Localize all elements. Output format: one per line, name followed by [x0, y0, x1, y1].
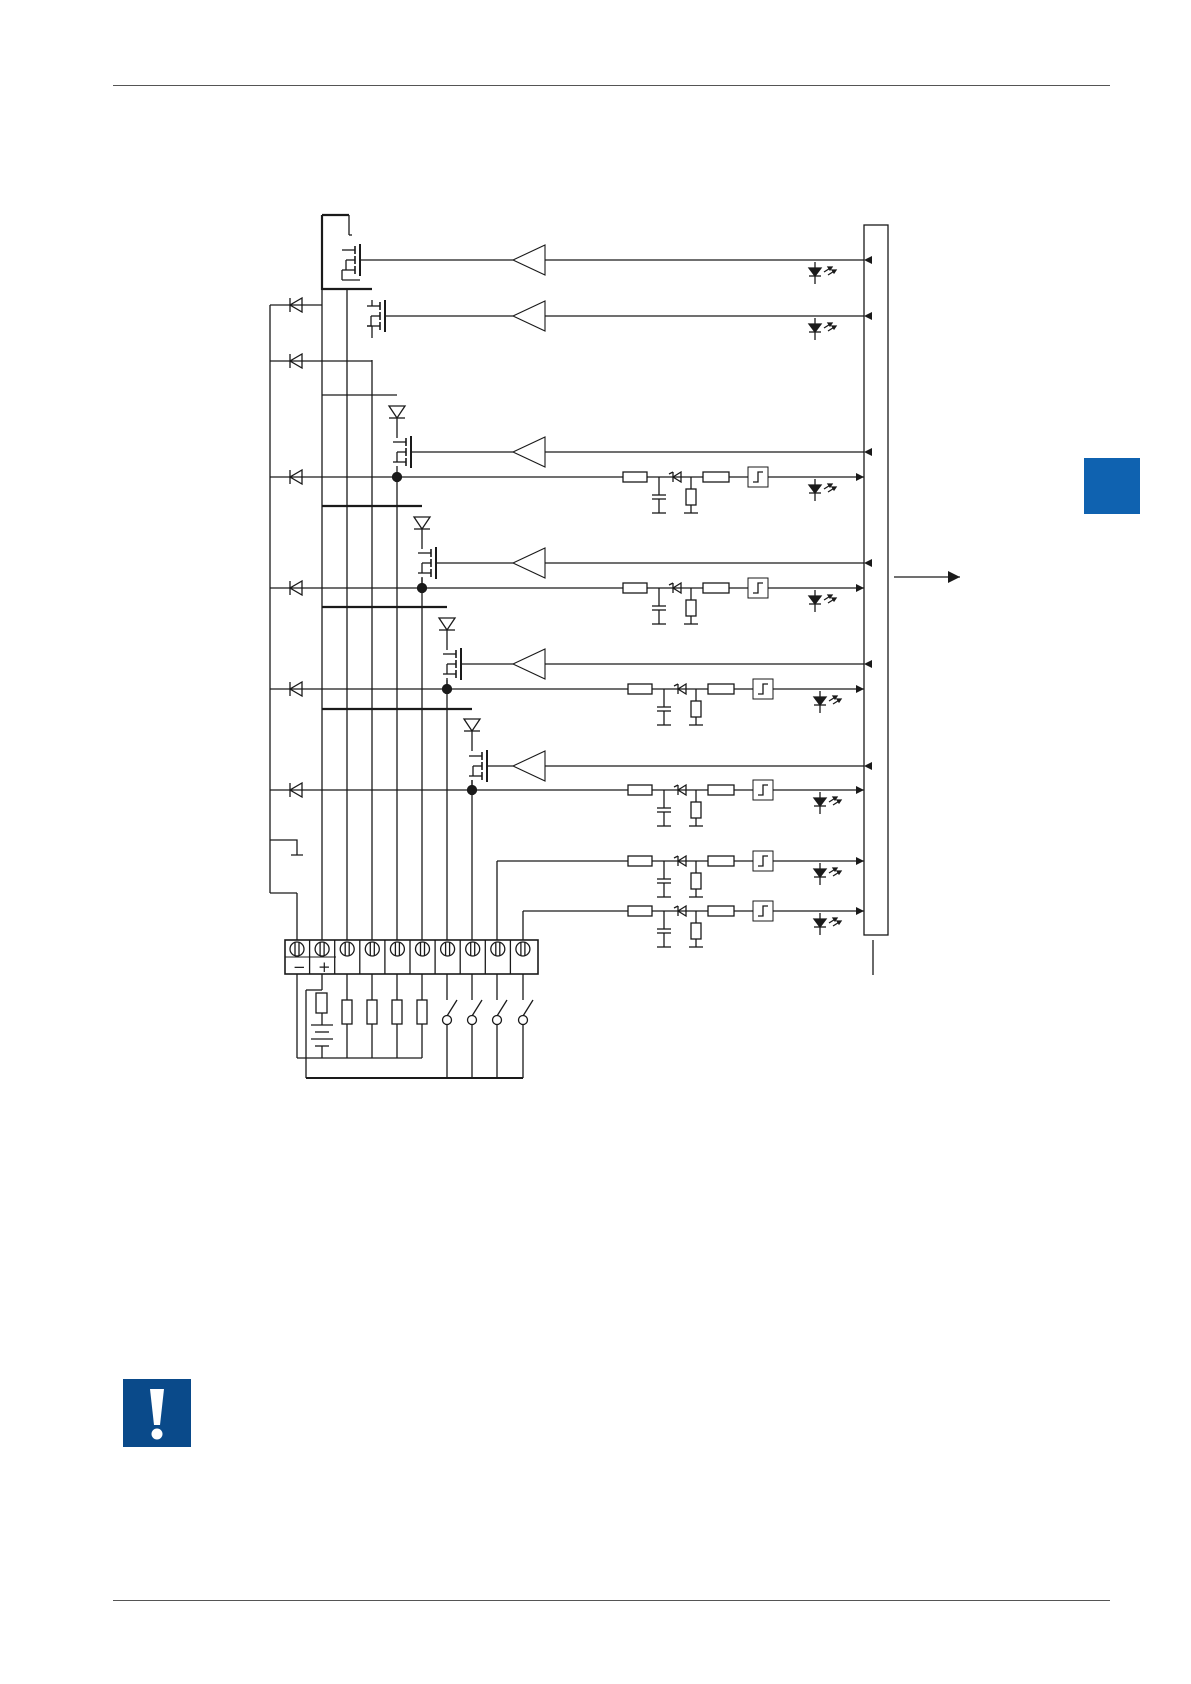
backplane-bus	[864, 225, 888, 935]
output-load-2	[367, 974, 377, 1058]
input-stage-6	[523, 901, 864, 947]
terminal-screw-1	[290, 942, 304, 956]
terminal-screw-4	[365, 942, 379, 956]
output-load-3	[392, 974, 402, 1058]
terminal-screw-3	[340, 942, 354, 956]
terminal-plus-label: +	[318, 958, 331, 976]
output-stage-2	[367, 300, 864, 340]
input-switch-3	[493, 974, 508, 1078]
terminal-screw-8	[466, 942, 480, 956]
field-wiring	[297, 974, 533, 1078]
terminal-minus-label: −	[293, 958, 306, 976]
exclamation-icon	[123, 1379, 191, 1447]
output-stage-3	[389, 406, 864, 478]
output-stage-5	[439, 618, 864, 690]
output-stage-6	[464, 719, 864, 791]
input-switch-1	[443, 974, 458, 1078]
terminal-block	[285, 940, 538, 976]
terminal-screw-5	[390, 942, 404, 956]
input-stage-2	[270, 578, 864, 624]
terminal-screw-6	[416, 942, 430, 956]
output-load-4	[417, 974, 427, 1058]
input-stage-4	[270, 780, 864, 826]
output-load-1	[342, 974, 352, 1058]
chapter-tab-marker	[1084, 458, 1140, 514]
input-stage-5	[497, 851, 864, 940]
output-stage-4	[414, 517, 864, 589]
terminal-screw-7	[441, 942, 455, 956]
input-switch-2	[468, 974, 483, 1078]
input-switch-4	[519, 974, 534, 1078]
terminal-screw-9	[491, 942, 505, 956]
terminal-screw-2	[315, 942, 329, 956]
output-stage-1	[342, 215, 864, 284]
input-stage-3	[270, 679, 864, 725]
terminal-screw-10	[516, 942, 530, 956]
